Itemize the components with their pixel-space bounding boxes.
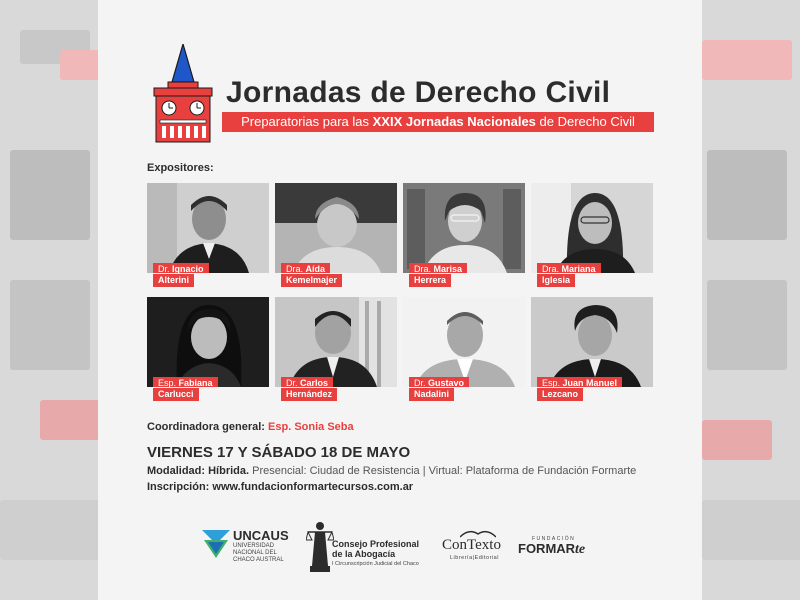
expositores-label: Expositores: <box>147 162 214 174</box>
right-blur-panel <box>702 0 800 600</box>
speaker-photo <box>275 183 397 273</box>
speaker-name-tag: Dra. Mariana <box>537 263 601 273</box>
consejo-logo: Consejo Profesional de la Abogacía I Circunscripción Judicial del Chaco <box>306 518 446 574</box>
modality-label: Modalidad: Híbrida. <box>147 465 250 477</box>
speaker-surname-tag: Nadalini <box>409 388 454 401</box>
speaker-surname-tag: Hernández <box>281 388 337 401</box>
speaker-card <box>275 297 397 387</box>
speaker-card <box>403 183 525 273</box>
speaker-surname-tag: Alterini <box>153 274 194 287</box>
event-date: VIERNES 17 Y SÁBADO 18 DE MAYO <box>147 444 411 461</box>
speaker-card <box>275 183 397 273</box>
speaker-photo <box>147 183 269 273</box>
page-title: Jornadas de Derecho Civil <box>226 76 611 109</box>
speaker-surname-tag: Iglesia <box>537 274 575 287</box>
subtitle-part-b: XXIX Jornadas Nacionales <box>372 114 536 129</box>
speaker-card <box>147 183 269 273</box>
speaker-photo <box>275 297 397 387</box>
subtitle-banner <box>222 112 654 132</box>
speaker-name-tag: Dr. Ignacio <box>153 263 209 273</box>
speaker-photo <box>403 297 525 387</box>
coordinator-label: Coordinadora general: <box>147 421 265 433</box>
speaker-card <box>531 183 653 273</box>
speaker-name-tag: Dra. Marisa <box>409 263 467 273</box>
coordinator-name: Esp. Sonia Seba <box>268 421 354 433</box>
speaker-photo <box>531 297 653 387</box>
contexto-logo: ConTexto Librería|Editorial <box>442 528 516 564</box>
modality-detail: Presencial: Ciudad de Resistencia | Virtual: Plataforma de Fundación Formarte <box>249 465 637 477</box>
speaker-name-tag: Esp. Juan Manuel <box>537 377 622 387</box>
speaker-surname-tag: Herrera <box>409 274 451 287</box>
speaker-card <box>531 297 653 387</box>
speaker-photo <box>147 297 269 387</box>
speaker-photo <box>403 183 525 273</box>
speaker-card <box>403 297 525 387</box>
speaker-photo <box>531 183 653 273</box>
uncaus-logo: UNCAUS UNIVERSIDAD NACIONAL DEL CHACO AUSTRAL <box>202 528 298 568</box>
speaker-name-tag: Dr. Gustavo <box>409 377 469 387</box>
speaker-card <box>147 297 269 387</box>
left-blur-panel <box>0 0 98 600</box>
coordinator-line <box>147 421 354 433</box>
speaker-name-tag: Dra. Aída <box>281 263 330 273</box>
event-poster <box>98 0 702 600</box>
subtitle-part-a: Preparatorias para las <box>241 114 373 129</box>
inscription-link[interactable]: Inscripción: www.fundacionformartecursos.com.ar <box>147 481 414 493</box>
subtitle-part-c: de Derecho Civil <box>535 114 635 129</box>
speaker-name-tag: Dr. Carlos <box>281 377 333 387</box>
speaker-surname-tag: Kemelmajer <box>281 274 342 287</box>
uncaus-emblem-icon <box>202 530 230 560</box>
formarte-logo: FUNDACIÓN FORMARte <box>518 536 586 557</box>
uncaus-subtitle: UNIVERSIDAD NACIONAL DEL CHACO AUSTRAL <box>233 543 284 563</box>
speaker-name-tag: Esp. Fabiana <box>153 377 218 387</box>
speaker-surname-tag: Carlucci <box>153 388 199 401</box>
modality-line <box>147 465 636 477</box>
justice-figure-icon <box>306 518 334 574</box>
speaker-surname-tag: Lezcano <box>537 388 583 401</box>
clock-tower-icon <box>150 44 216 144</box>
